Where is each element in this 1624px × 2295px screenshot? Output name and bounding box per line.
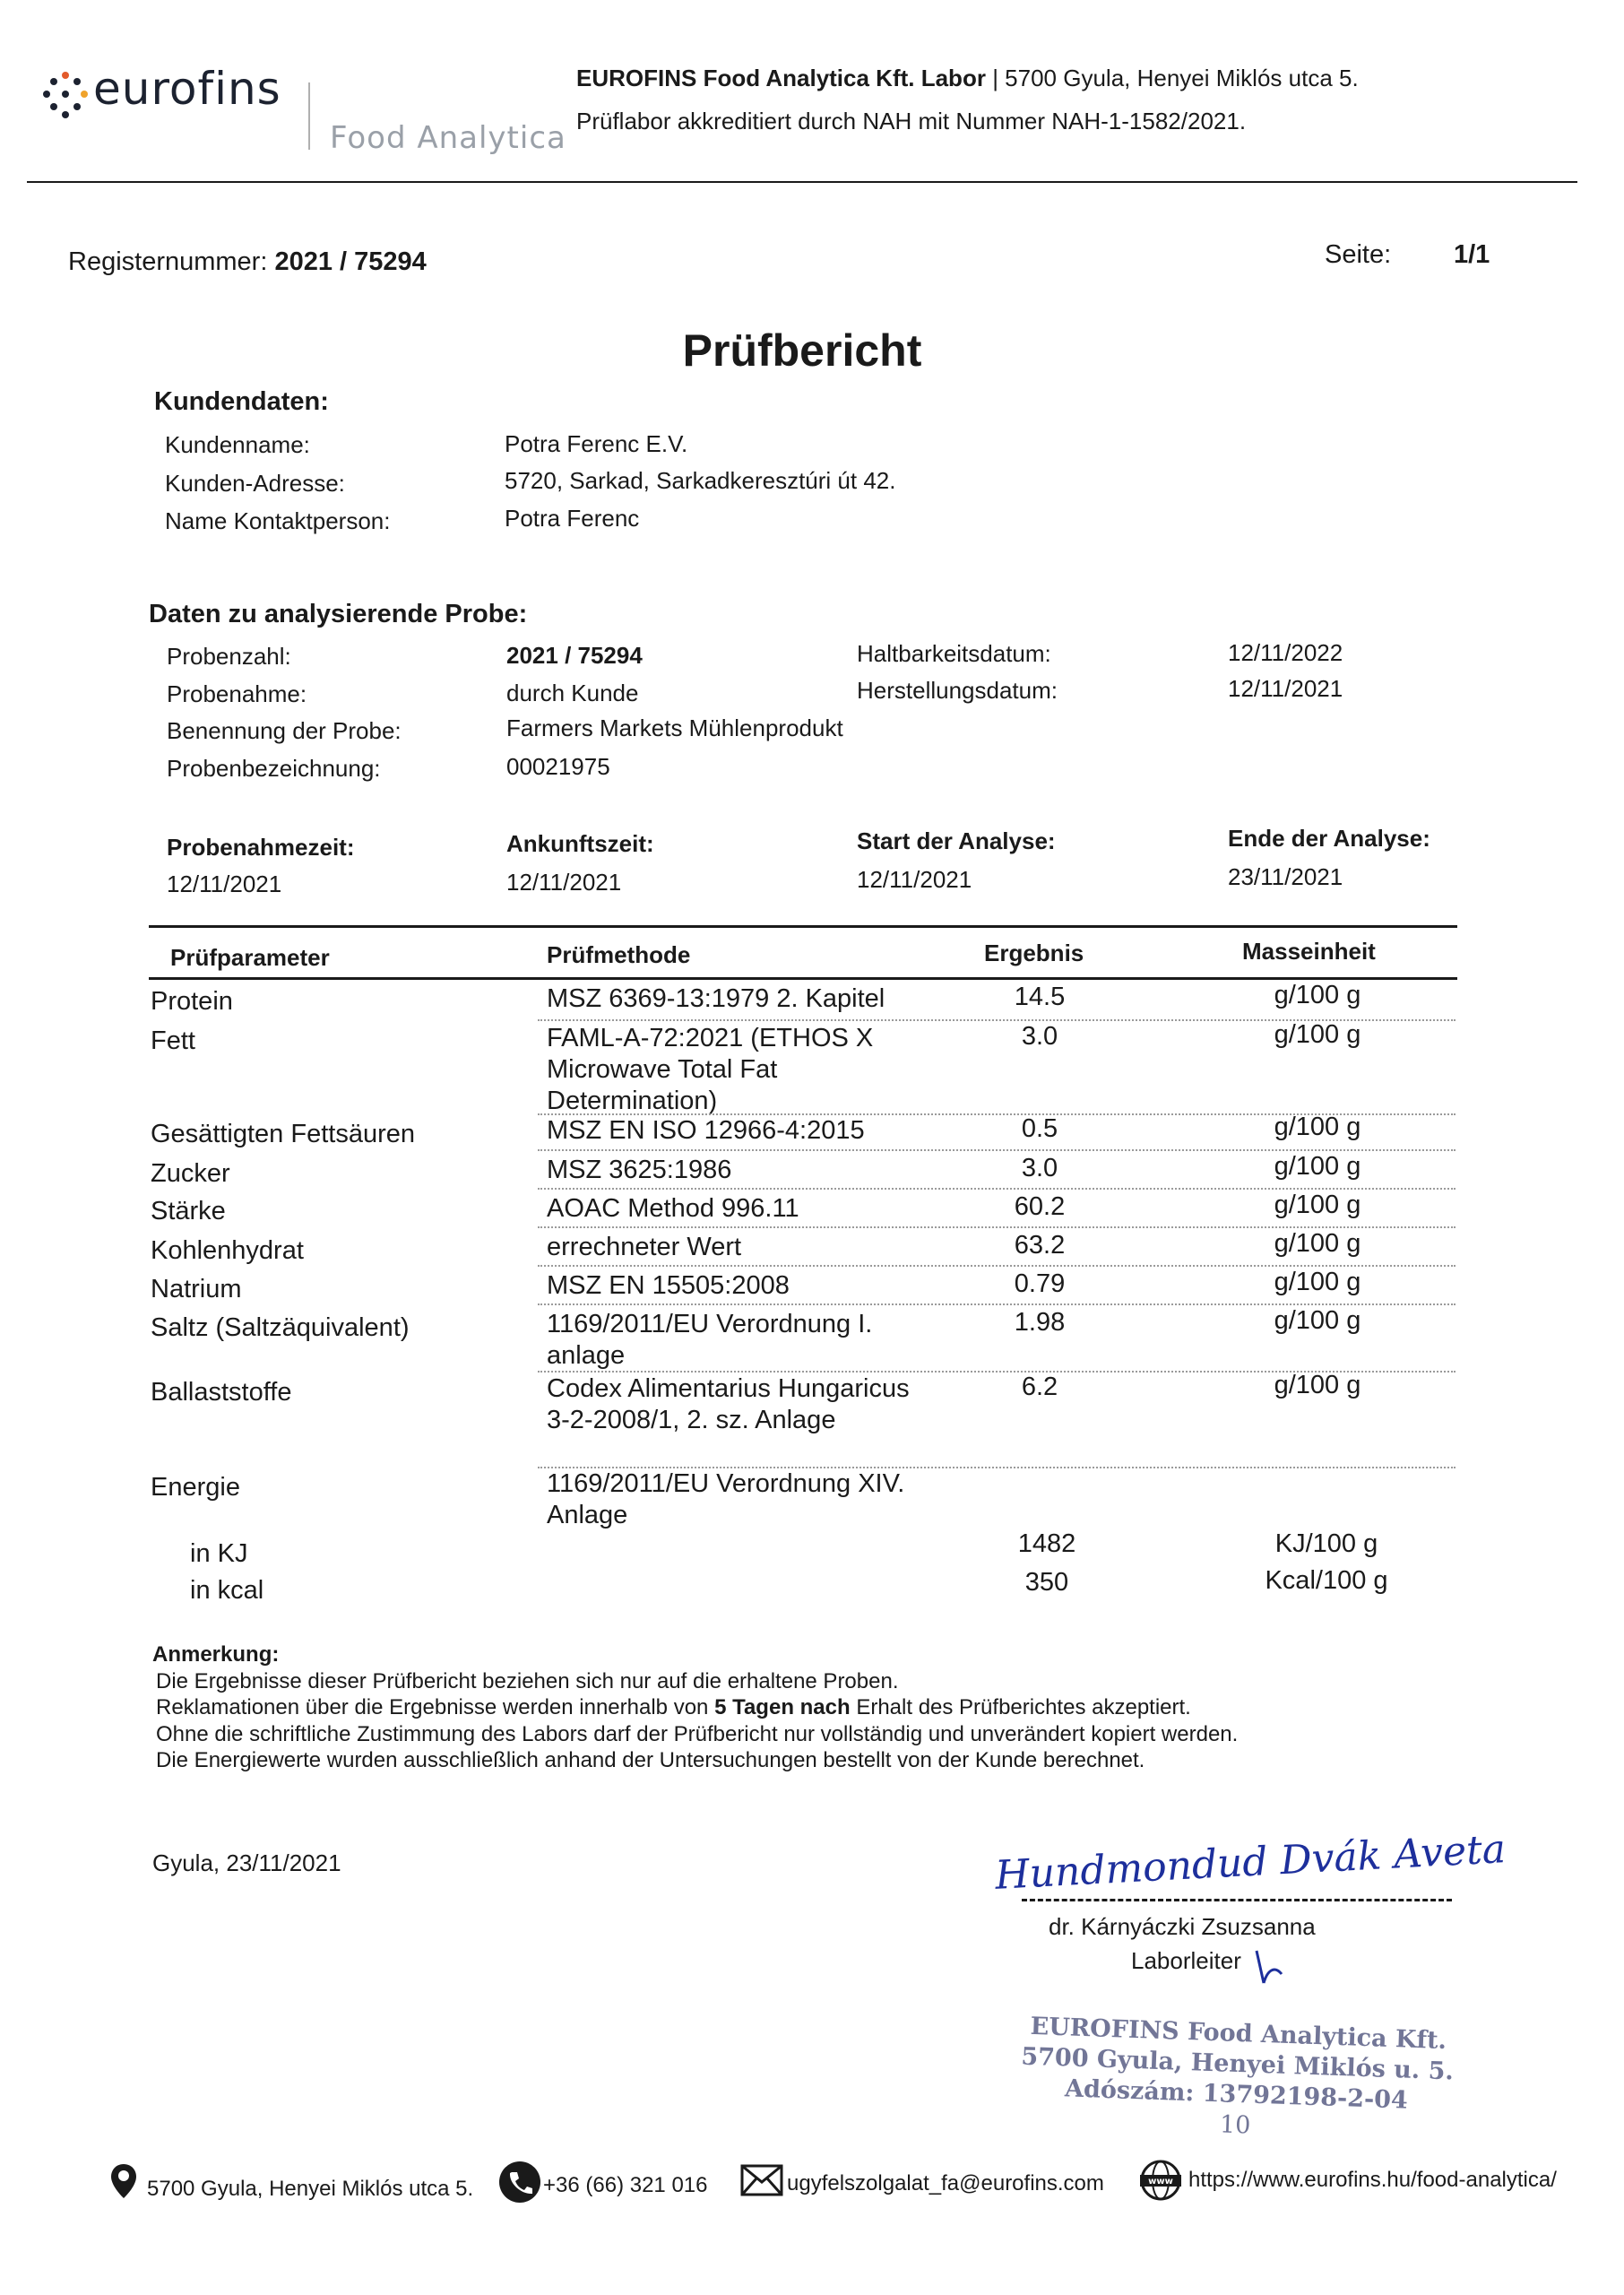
contact-person-label: Name Kontaktperson: (165, 507, 391, 534)
mail-icon (740, 2164, 783, 2196)
method-fat: FAML-A-72:2021 (ETHOS X Microwave Total Fat Determination) (547, 1024, 874, 1115)
sampling-value: durch Kunde (506, 680, 639, 706)
unit-fiber: g/100 g (1274, 1371, 1361, 1399)
sample-number-value: 2021 / 75294 (506, 642, 643, 669)
register-label: Registernummer: (68, 247, 268, 276)
unit-energy-kj: KJ/100 g (1274, 1529, 1378, 1558)
method-fiber: Codex Alimentarius Hungaricus 3-2-2008/1, 2. sz. Anlage (547, 1374, 910, 1434)
stamp-line-4: 10 (1219, 2110, 1251, 2140)
param-saturated-fat: Gesättigten Fettsäuren (151, 1120, 415, 1148)
sampling-time-label: Probenahmezeit: (167, 834, 355, 861)
sampling-label: Probenahme: (167, 680, 307, 707)
best-before-label: Haltbarkeitsdatum: (857, 640, 1051, 667)
result-salt: 1.98 (1014, 1308, 1066, 1337)
result-fiber: 6.2 (1021, 1373, 1058, 1401)
remark-line-2-post: Erhalt des Prüfberichtes akzeptiert. (850, 1695, 1191, 1719)
customer-name-value: Potra Ferenc E.V. (505, 430, 688, 457)
signer-role: Laborleiter (1131, 1947, 1241, 1974)
param-fat: Fett (151, 1026, 195, 1055)
signature: Hundmondud Dvák Aveta (994, 1826, 1507, 1899)
method-salt: 1169/2011/EU Verordnung I. anlage (547, 1310, 873, 1370)
param-sodium: Natrium (151, 1275, 242, 1303)
sampling-time-value: 12/11/2021 (167, 870, 282, 897)
analysis-start-label: Start der Analyse: (857, 827, 1056, 854)
unit-salt: g/100 g (1274, 1306, 1361, 1335)
unit-fat: g/100 g (1274, 1020, 1361, 1049)
signer-name: dr. Kárnyáczki Zsuzsanna (1049, 1913, 1316, 1940)
header-result: Ergebnis (984, 940, 1084, 966)
footer-web[interactable]: https://www.eurofins.hu/food-analytica/ (1188, 2168, 1557, 2192)
sample-name-label: Benennung der Probe: (167, 717, 402, 744)
footer-email[interactable]: ugyfelszolgalat_fa@eurofins.com (787, 2171, 1104, 2195)
company-stamp (1002, 2011, 1472, 2149)
result-carbohydrate: 63.2 (1014, 1231, 1066, 1260)
method-sodium: MSZ EN 15505:2008 (547, 1271, 790, 1300)
unit-carbohydrate: g/100 g (1274, 1229, 1361, 1258)
method-protein: MSZ 6369-13:1979 2. Kapitel (547, 984, 885, 1013)
footer-phone[interactable]: +36 (66) 321 016 (543, 2173, 708, 2197)
remarks-heading: Anmerkung: (152, 1642, 280, 1667)
result-starch: 60.2 (1014, 1192, 1066, 1221)
sample-designation-value: 00021975 (506, 753, 610, 780)
analysis-end-value: 23/11/2021 (1228, 863, 1343, 890)
page-value: 1/1 (1454, 240, 1490, 269)
method-sugar: MSZ 3625:1986 (547, 1156, 732, 1184)
lab-name: EUROFINS Food Analytica Kft. Labor (576, 65, 986, 91)
production-date-label: Herstellungsdatum: (857, 677, 1058, 704)
unit-sugar: g/100 g (1274, 1152, 1361, 1181)
remark-line-2-pre: Reklamationen über die Ergebnisse werden innerhalb von (156, 1695, 715, 1719)
svg-text:www: www (1148, 2177, 1173, 2187)
stamp-line-2: 5700 Gyula, Henyei Miklós u. 5. (1020, 2042, 1455, 2086)
param-energy: Energie (151, 1473, 240, 1502)
result-sodium: 0.79 (1014, 1269, 1066, 1298)
analysis-end-label: Ende der Analyse: (1228, 825, 1430, 852)
param-sugar: Zucker (151, 1159, 230, 1188)
customer-heading: Kundendaten: (154, 387, 329, 416)
header-rule (27, 181, 1577, 183)
unit-starch: g/100 g (1274, 1191, 1361, 1219)
sample-name-value: Farmers Markets Mühlenprodukt (506, 714, 843, 741)
lab-header-line (576, 65, 1359, 92)
result-energy-kcal: 350 (1024, 1568, 1069, 1597)
param-starch: Stärke (151, 1197, 226, 1225)
result-energy-kj: 1482 (1017, 1529, 1076, 1558)
lab-address: | 5700 Gyula, Henyei Miklós utca 5. (992, 65, 1359, 91)
remark-line-2-bold: 5 Tagen nach (714, 1695, 851, 1719)
param-carbohydrate: Kohlenhydrat (151, 1236, 304, 1265)
header-method: Prüfmethode (547, 941, 691, 968)
customer-address-value: 5720, Sarkad, Sarkadkeresztúri út 42. (505, 467, 896, 494)
analysis-start-value: 12/11/2021 (857, 866, 972, 893)
unit-protein: g/100 g (1274, 981, 1361, 1009)
logo-divider (308, 82, 310, 150)
remark-line-1: Die Ergebnisse dieser Prüfbericht beziehen sich nur auf die erhaltene Proben. (156, 1669, 899, 1693)
stamp-line-1: EUROFINS Food Analytica Kft. (1030, 2012, 1447, 2056)
method-starch: AOAC Method 996.11 (547, 1194, 799, 1223)
table-top-rule (149, 925, 1457, 928)
param-energy-kj: in KJ (190, 1539, 248, 1568)
unit-saturated-fat: g/100 g (1274, 1113, 1361, 1141)
customer-name-label: Kundenname: (165, 431, 310, 458)
place-date: Gyula, 23/11/2021 (152, 1849, 341, 1876)
sample-number-label: Probenzahl: (167, 643, 291, 670)
method-carbohydrate: errechneter Wert (547, 1233, 742, 1261)
production-date-value: 12/11/2021 (1228, 675, 1343, 702)
param-protein: Protein (151, 987, 233, 1016)
location-pin-icon (109, 2162, 138, 2200)
arrival-time-value: 12/11/2021 (506, 869, 622, 896)
unit-sodium: g/100 g (1274, 1268, 1361, 1296)
header-parameter: Prüfparameter (170, 944, 330, 971)
result-fat: 3.0 (1021, 1022, 1058, 1051)
logo-wordmark: eurofins (93, 63, 281, 115)
header-unit: Masseinheit (1242, 938, 1376, 965)
register-value: 2021 / 75294 (274, 247, 427, 276)
param-energy-kcal: in kcal (190, 1576, 264, 1605)
contact-person-value: Potra Ferenc (505, 505, 640, 532)
sample-designation-label: Probenbezeichnung: (167, 755, 381, 782)
param-fiber: Ballaststoffe (151, 1378, 292, 1407)
logo-subtitle: Food Analytica (330, 120, 566, 156)
signature-line (1022, 1899, 1452, 1901)
unit-energy-kcal: Kcal/100 g (1265, 1566, 1388, 1595)
customer-address-label: Kunden-Adresse: (165, 470, 345, 497)
param-salt: Saltz (Saltzäquivalent) (151, 1313, 410, 1342)
result-sugar: 3.0 (1021, 1154, 1058, 1182)
footer-address: 5700 Gyula, Henyei Miklós utca 5. (147, 2177, 474, 2201)
register-number (68, 247, 427, 277)
remark-line-3: Ohne die schriftliche Zustimmung des Labors darf der Prüfbericht nur vollständig und unverändert kopiert werden. (156, 1722, 1239, 1746)
page-label: Seite: (1325, 240, 1392, 269)
document-title: Prüfbericht (682, 325, 922, 376)
result-saturated-fat: 0.5 (1021, 1114, 1058, 1143)
method-saturated-fat: MSZ EN ISO 12966-4:2015 (547, 1116, 865, 1145)
remark-line-2 (156, 1695, 1191, 1720)
web-icon (1138, 2159, 1183, 2202)
initials-mark (1251, 1947, 1287, 1987)
result-protein: 14.5 (1014, 983, 1066, 1011)
sample-heading: Daten zu analysierende Probe: (149, 600, 528, 628)
best-before-value: 12/11/2022 (1228, 639, 1343, 666)
phone-icon (498, 2161, 541, 2204)
arrival-time-label: Ankunftszeit: (506, 830, 654, 857)
remark-line-4: Die Energiewerte wurden ausschließlich anhand der Untersuchungen bestellt von der Kunde berechnet. (156, 1748, 1145, 1772)
accreditation-note: Prüflabor akkreditiert durch NAH mit Nummer NAH-1-1582/2021. (576, 108, 1247, 134)
stamp-line-3: Adószám: 13792198-2-04 (1064, 2074, 1409, 2115)
eurofins-dots-icon (43, 70, 88, 120)
method-energy: 1169/2011/EU Verordnung XIV. Anlage (547, 1469, 905, 1529)
